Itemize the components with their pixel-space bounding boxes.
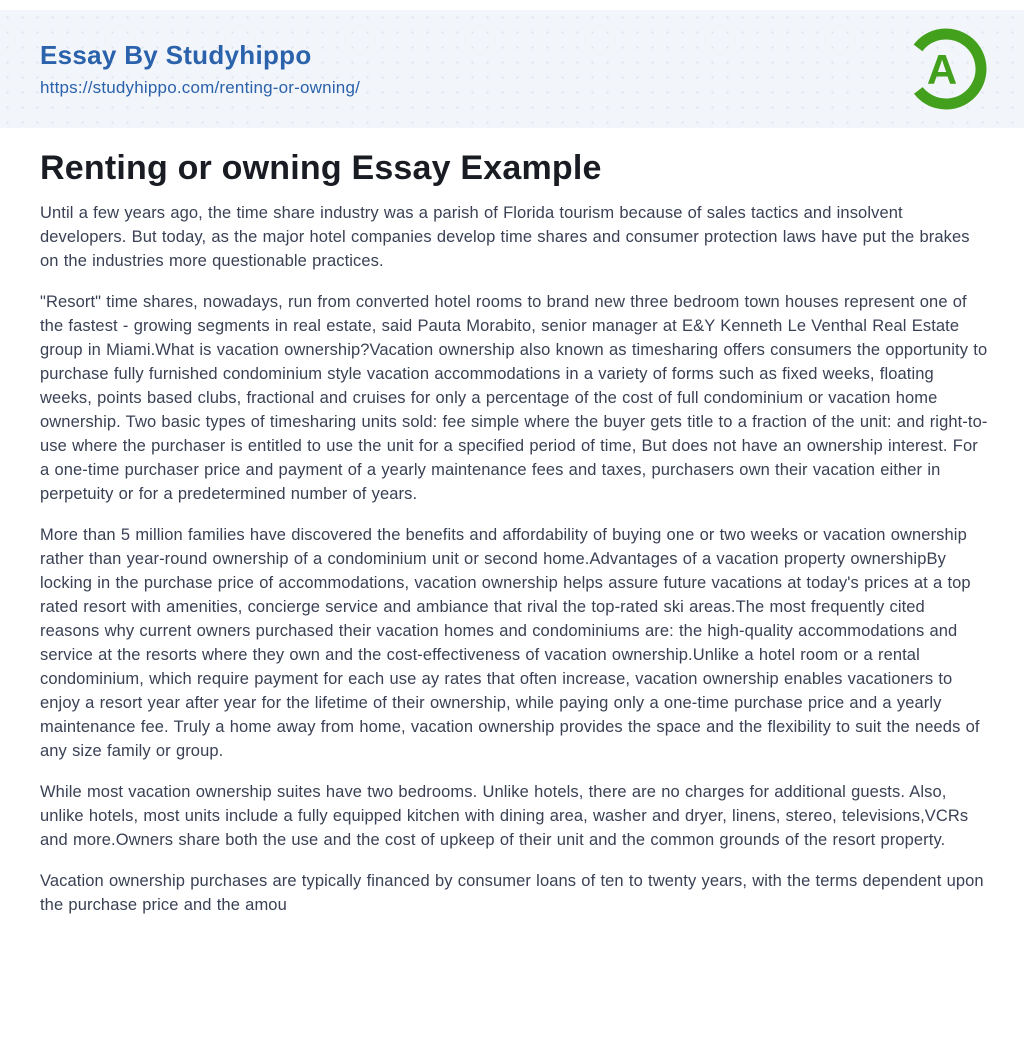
header-card (0, 10, 1024, 128)
logo-arc-icon (904, 27, 988, 111)
essay-paragraph-1: Until a few years ago, the time share industry was a parish of Florida tourism because of sales tactics and insolvent developers. But today, as the major hotel companies develop time shares and consumer protection laws have put the brakes on the industries more questionable practices. (40, 204, 970, 270)
essay-paragraph-2: "Resort" time shares, nowadays, run from converted hotel rooms to brand new three bedroom town houses represent one of the fastest - growing segments in real estate, said Pauta Morabito, senior manager at E&Y Kenneth Le Venthal Real Estate group in Miami.What is vacation ownership?Vacation ownership also known as timesharing offers consumers the opportunity to purchase fully furnished condominium style vacation accommodations in a variety of forms such as fixed weeks, floating weeks, points based clubs, fractional and cruises for only a percentage of the cost of full condominium or vacation home ownership. Two basic types of timesharing units sold: fee simple where the buyer gets title to a fraction of the unit: and right-to-use where the purchaser is entitled to use the unit for a specified period of time, But does not have an ownership interest. For a one-time purchaser price and payment of a yearly maintenance fees and taxes, purchasers own their vacation either in perpetuity or for a predetermined number of years. (40, 293, 988, 503)
essay-content (0, 128, 1024, 917)
essay-title: Renting or owning Essay Example (40, 149, 602, 187)
header-title: Essay By Studyhippo (40, 39, 312, 70)
page (0, 10, 1024, 1045)
essay-url-link[interactable]: https://studyhippo.com/renting-or-owning/ (40, 78, 361, 98)
studyhippo-logo (904, 27, 988, 111)
essay-paragraph-5: Vacation ownership purchases are typically financed by consumer loans of ten to twenty years, with the terms dependent upon the purchase price and the amou (40, 872, 984, 914)
logo-letter: A (926, 46, 958, 93)
header-text-block (40, 40, 360, 98)
essay-paragraph-3: More than 5 million families have discovered the benefits and affordability of buying one or two weeks or vacation ownership rather than year-round ownership of a condominium unit or second home.Advantages of a vacation property ownershipBy locking in the purchase price of accommodations, vacation ownership helps assure future vacations at today's prices at a top rated resort with amenities, concierge service and ambiance that rival the top-rated ski areas.The most frequently cited reasons why current owners purchased their vacation homes and condominiums are: the high-quality accommodations and service at the resorts where they own and the cost-effectiveness of vacation ownership.Unlike a hotel room or a rental condominium, which require payment for each use ay rates that often increase, vacation ownership enables vacationers to enjoy a resort year after year for the lifetime of their ownership, while paying only a one-time purchase price and a yearly maintenance fee. Truly a home away from home, vacation ownership provides the space and the flexibility to suit the needs of any size family or group. (40, 526, 980, 760)
essay-paragraph-4: While most vacation ownership suites have two bedrooms. Unlike hotels, there are no charges for additional guests. Also, unlike hotels, most units include a fully equipped kitchen with dining area, washer and dryer, linens, stereo, televisions,VCRs and more.Owners share both the use and the cost of upkeep of their unit and the common grounds of the resort property. (40, 783, 969, 849)
